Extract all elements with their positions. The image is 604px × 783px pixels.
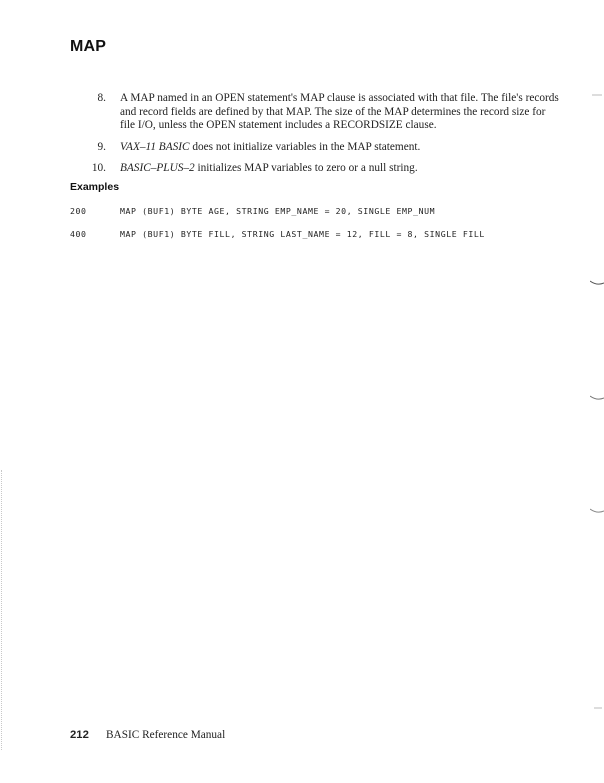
code-line-number: 200 [70,206,87,216]
page-footer [70,729,225,741]
note-number: 9. [97,140,106,153]
note-text-rest: does not initialize variables in the MAP statement. [189,140,421,153]
code-line-number: 400 [70,229,87,239]
margin-mark-icon [590,93,604,97]
manual-title: BASIC Reference Manual [106,729,226,741]
product-name: BASIC–PLUS–2 [120,162,195,174]
binding-edge-marks [1,470,3,750]
margin-mark-icon [590,706,604,710]
section-title: MAP [70,38,107,55]
product-name: VAX–11 BASIC [120,140,190,153]
note-text [120,162,560,176]
code-example [70,229,485,239]
note-number: 8. [97,92,106,104]
note-item [70,141,560,155]
note-item [70,92,560,133]
page-number: 212 [70,729,89,741]
note-item [70,162,560,176]
margin-mark-icon [590,508,604,512]
examples-heading: Examples [70,181,120,193]
note-text-rest: initializes MAP variables to zero or a null string. [194,162,418,174]
note-text [120,141,560,155]
code-example [70,206,435,216]
code-statement: MAP (BUF1) BYTE FILL, STRING LAST_NAME = 12, FILL = 8, SINGLE FILL [120,229,485,239]
note-number: 10. [91,162,106,174]
margin-mark-icon [590,280,604,284]
code-statement: MAP (BUF1) BYTE AGE, STRING EMP_NAME = 20, SINGLE EMP_NUM [120,206,436,216]
note-text: A MAP named in an OPEN statement's MAP clause is associated with that file. The file's records and record fields are defined by that MAP. The size of the MAP determines the record size for file I/O, unless the OPEN statement includes a RECORDSIZE clause. [120,92,559,131]
margin-mark-icon [590,395,604,399]
notes-list [70,92,560,184]
